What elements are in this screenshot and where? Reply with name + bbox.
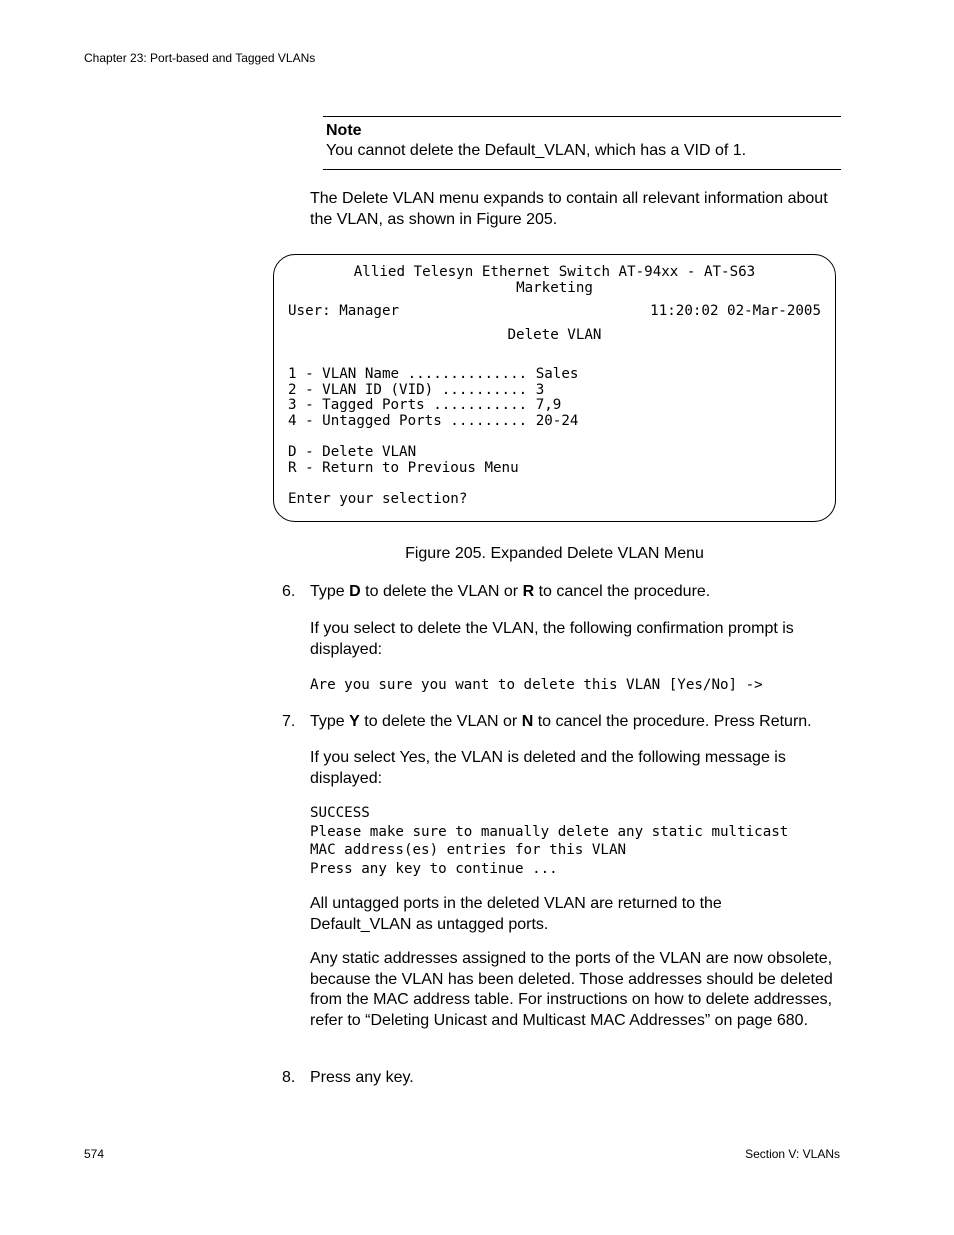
note-title: Note — [326, 122, 362, 139]
terminal-subtitle: Marketing — [516, 280, 593, 296]
key-d: D — [349, 583, 361, 600]
step-6-instruction: Type D to delete the VLAN or R to cancel the procedure. — [310, 583, 711, 600]
key-r: R — [522, 583, 535, 600]
step-7-paragraph: If you select Yes, the VLAN is deleted and the following message is displayed: — [310, 749, 786, 787]
confirmation-prompt: Are you sure you want to delete this VLAN [Yes/No] -> — [310, 677, 763, 693]
intro-paragraph: The Delete VLAN menu expands to contain all relevant information about the VLAN, as shown in Figure 205. — [310, 190, 828, 228]
step-8-number: 8. — [282, 1069, 296, 1086]
note-box — [323, 116, 841, 170]
step-8-instruction: Press any key. — [310, 1069, 414, 1086]
terminal-datetime: 11:20:02 02-Mar-2005 — [650, 303, 821, 319]
page-number: 574 — [84, 1147, 105, 1161]
figure-caption: Figure 205. Expanded Delete VLAN Menu — [405, 545, 704, 562]
step-6-number: 6. — [282, 583, 296, 600]
menu-item-vlan-name: 1 - VLAN Name .............. Sales — [288, 366, 579, 382]
success-message-line-3: MAC address(es) entries for this VLAN — [310, 842, 627, 858]
terminal-screen — [273, 254, 836, 522]
step-7-number: 7. — [282, 713, 296, 730]
step-7-instruction: Type Y to delete the VLAN or N to cancel the procedure. Press Return. — [310, 713, 812, 730]
terminal-user: User: Manager — [288, 303, 400, 319]
key-y: Y — [349, 713, 360, 730]
step-7-paragraph-3: Any static addresses assigned to the ports of the VLAN are now obsolete, because the VLAN has been deleted. Those addresses should be deleted from the MAC address table. For instructions on how to delete addresses, refer to “Deleting Unicast and Multicast MAC Addresses” on page 680. — [310, 950, 833, 1029]
menu-item-untagged-ports: 4 - Untagged Ports ......... 20-24 — [288, 412, 579, 429]
terminal-menu-title: Delete VLAN — [507, 327, 602, 343]
menu-item-tagged-ports: 3 - Tagged Ports ........... 7,9 — [288, 397, 562, 413]
terminal-title: Allied Telesyn Ethernet Switch AT-94xx - AT-S63 — [353, 264, 756, 280]
key-n: N — [521, 713, 534, 730]
success-message-line-2: Please make sure to manually delete any static multicast — [310, 823, 789, 840]
menu-action-return: R - Return to Previous Menu — [288, 459, 519, 476]
success-message-line-4: Press any key to continue ... — [310, 860, 558, 877]
step-6-paragraph: If you select to delete the VLAN, the following confirmation prompt is displayed: — [310, 620, 794, 658]
section-footer: Section V: VLANs — [745, 1147, 840, 1161]
menu-item-vlan-id: 2 - VLAN ID (VID) .......... 3 — [288, 381, 545, 398]
success-message-line-1: SUCCESS — [310, 805, 370, 821]
note-text: You cannot delete the Default_VLAN, which has a VID of 1. — [326, 142, 747, 159]
terminal-prompt: Enter your selection? — [288, 491, 468, 507]
step-7-paragraph-2: All untagged ports in the deleted VLAN are returned to the Default_VLAN as untagged ports. — [310, 895, 722, 933]
menu-action-delete: D - Delete VLAN — [288, 444, 417, 460]
running-header: Chapter 23: Port-based and Tagged VLANs — [84, 51, 316, 65]
